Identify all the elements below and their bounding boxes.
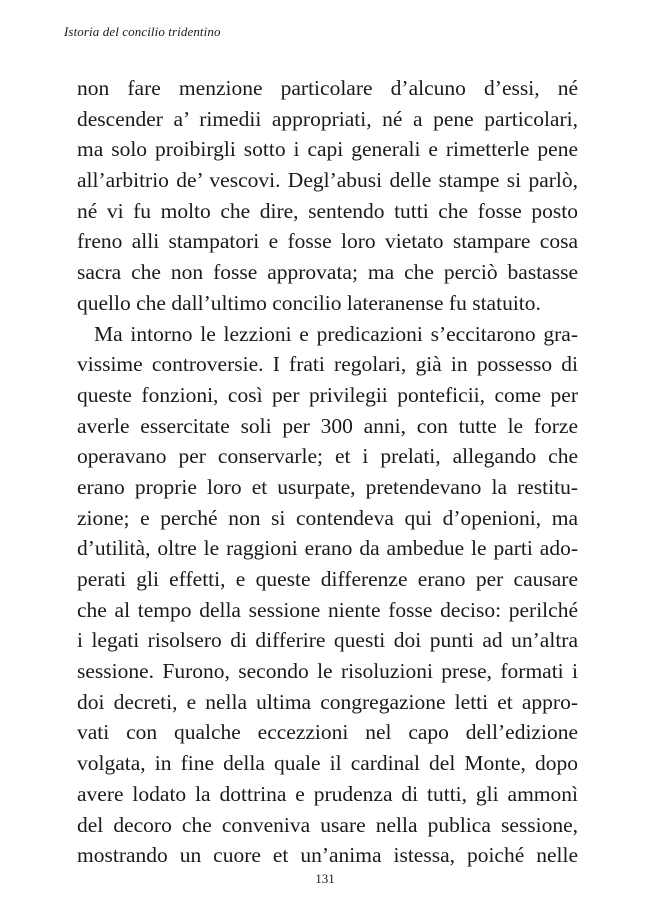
text-line: mostrando un cuore et un’anima istessa, poiché nelle (77, 843, 578, 868)
text-line: avere lodato la dottrina e prudenza di tutti, gli ammonì (77, 781, 578, 806)
text-line: Ma intorno le lezzioni e predicazioni s’eccitarono gra- (94, 321, 578, 346)
text-line: descender a’ rimedii appropriati, né a pene particolari, (77, 106, 578, 131)
running-title: Istoria del concilio tridentino (64, 24, 221, 39)
text-line: all’arbitrio de’ vescovi. Degl’abusi delle stampe si parlò, (77, 168, 578, 193)
text-line: quello che dall’ultimo concilio lateranense fu statuito. (77, 290, 541, 315)
text-line: perati gli effetti, e queste differenze erano per causare (77, 567, 578, 591)
page-number: 131 (315, 871, 335, 886)
text-line: vati con qualche eccezzioni nel capo dell’edizione (77, 720, 578, 745)
text-line: freno alli stampatori e fosse loro vietato stampare cosa (77, 229, 578, 254)
text-line: che al tempo della sessione niente fosse deciso: perilché (77, 597, 578, 622)
text-line: ma solo proibirgli sotto i capi generali e rimetterle pene (77, 137, 578, 162)
text-line: vissime controversie. I frati regolari, già in possesso di (77, 352, 578, 377)
text-line: averle essercitate soli per 300 anni, con tutte le forze (77, 413, 578, 438)
text-line: del decoro che conveniva usare nella publica sessione, (77, 812, 578, 837)
text-line: erano proprie loro et usurpate, pretendevano la restitu- (77, 474, 578, 499)
text-line: doi decreti, e nella ultima congregazione letti et appro- (77, 689, 578, 714)
text-line: volgata, in fine della quale il cardinal del Monte, dopo (77, 751, 578, 776)
text-line: d’utilità, oltre le raggioni erano da ambedue le parti ado- (77, 536, 578, 561)
text-line: né vi fu molto che dire, sentendo tutti che fosse posto (77, 198, 578, 223)
text-line: sessione. Furono, secondo le risoluzioni prese, formati i (77, 659, 578, 684)
text-line: i legati risolsero di differire questi doi punti ad un’altra (77, 628, 578, 653)
text-line: queste fonzioni, così per privilegii ponteficii, come per (77, 382, 578, 407)
text-line: non fare menzione particolare d’alcuno d’essi, né (77, 76, 578, 100)
text-line: operavano per conservarle; et i prelati, allegando che (77, 444, 578, 469)
body-text (77, 73, 578, 871)
text-line: sacra che non fosse approvata; ma che perciò bastasse (77, 260, 578, 285)
text-line: zione; e perché non si contendeva qui d’openioni, ma (77, 505, 578, 530)
